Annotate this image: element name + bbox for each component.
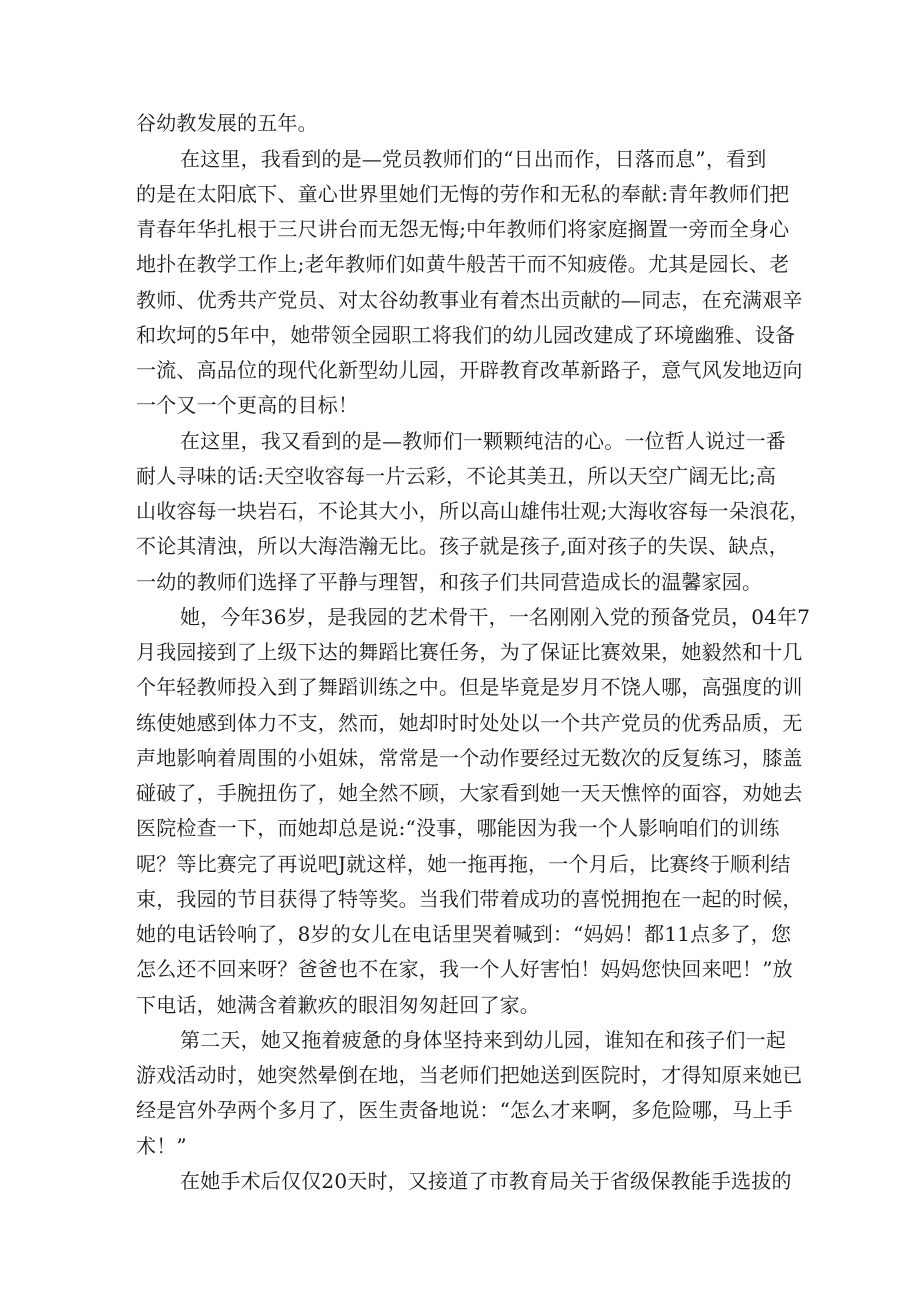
text-line: 月我园接到了上级下达的舞蹈比赛任务，为了保证比赛效果，她毅然和十几 bbox=[136, 640, 803, 664]
paragraph-start-line: 在她手术后仅仅20天时，又接道了市教育局关于省级保教能手选拔的 bbox=[180, 1169, 792, 1193]
text-line: 地扑在教学工作上;老年教师们如黄牛般苦干而不知疲倦。尤其是园长、老 bbox=[136, 252, 790, 276]
text-line: 碰破了，手腕扭伤了，她全然不顾，大家看到她一天天憔悴的面容，劝她去 bbox=[136, 781, 803, 805]
text-line: 她的电话铃响了，8岁的女儿在电话里哭着喊到：“妈妈！都11点多了，您 bbox=[136, 922, 792, 946]
text-line: 耐人寻味的话:天空收容每一片云彩，不论其美丑，所以天空广阔无比;高 bbox=[136, 464, 777, 488]
paragraph-start-line: 在这里，我又看到的是—教师们一颗颗纯洁的心。一位哲人说过一番 bbox=[180, 429, 786, 453]
text-line: 青春年华扎根于三尺讲台而无怨无悔;中年教师们将家庭搁置一旁而全身心 bbox=[136, 217, 790, 241]
paragraph-start-line: 她，今年36岁，是我园的艺术骨干，一名刚刚入党的预备党员，04年7 bbox=[180, 605, 811, 629]
text-line: 术！” bbox=[136, 1134, 187, 1158]
text-line: 谷幼教发展的五年。 bbox=[136, 111, 318, 135]
text-line: 的是在太阳底下、童心世界里她们无悔的劳作和无私的奉献:青年教师们把 bbox=[136, 182, 790, 206]
text-line: 呢？等比赛完了再说吧J就这样，她一拖再拖，一个月后，比赛终于顺利结 bbox=[136, 852, 791, 876]
text-line: 个年轻教师投入到了舞蹈训练之中。但是毕竟是岁月不饶人哪，高强度的训 bbox=[136, 675, 803, 699]
paragraph-start-line: 在这里，我看到的是—党员教师们的“日出而作，日落而息”，看到 bbox=[180, 147, 767, 171]
text-line: 游戏活动时，她突然晕倒在地，当老师们把她送到医院时，才得知原来她已 bbox=[136, 1063, 803, 1087]
text-line: 怎么还不回来呀？爸爸也不在家，我一个人好害怕！妈妈您快回来吧！”放 bbox=[136, 957, 793, 981]
text-line: 医院检查一下，而她却总是说:“没事，哪能因为我一个人影响咱们的训练 bbox=[136, 816, 780, 840]
text-line: 练使她感到体力不支，然而，她却时时处处以一个共产党员的优秀品质，无 bbox=[136, 711, 803, 735]
text-line: 一幼的教师们选择了平静与理智，和孩子们共同营造成长的温馨家园。 bbox=[136, 570, 763, 594]
text-line: 一个又一个更高的目标！ bbox=[136, 393, 359, 417]
text-line: 一流、高品位的现代化新型幼儿园，开辟教育改革新路子，意气风发地迈向 bbox=[136, 358, 803, 382]
paragraph-start-line: 第二天，她又拖着疲惫的身体坚持来到幼儿园，谁知在和孩子们一起 bbox=[180, 1028, 786, 1052]
text-line: 束，我园的节目获得了特等奖。当我们带着成功的喜悦拥抱在一起的时候， bbox=[136, 887, 803, 911]
text-line: 教师、优秀共产党员、对太谷幼教事业有着杰出贡献的—同志，在充满艰辛 bbox=[136, 288, 803, 312]
text-line: 山收容每一块岩石，不论其大小，所以高山雄伟壮观;大海收容每一朵浪花， bbox=[136, 499, 810, 523]
text-line: 声地影响着周围的小姐妹，常常是一个动作要经过无数次的反复练习，膝盖 bbox=[136, 746, 803, 770]
text-line: 不论其清浊，所以大海浩瀚无比。孩子就是孩子,面对孩子的失误、缺点， bbox=[136, 534, 789, 558]
text-line: 经是宫外孕两个多月了，医生责备地说：“怎么才来啊，多危险哪，马上手 bbox=[136, 1098, 793, 1122]
text-line: 和坎坷的5年中，她带领全园职工将我们的幼儿园改建成了环境幽雅、设备 bbox=[136, 323, 796, 347]
text-line: 下电话，她满含着歉疚的眼泪匆匆赶回了家。 bbox=[136, 993, 540, 1017]
